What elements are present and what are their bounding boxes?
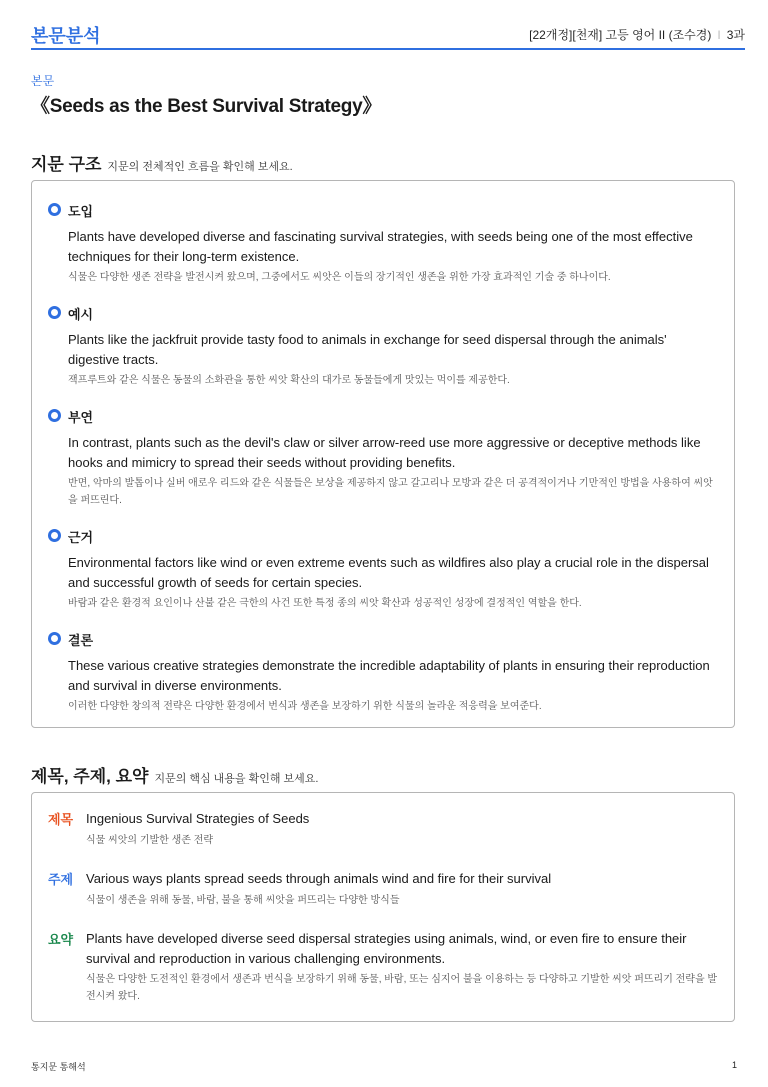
topic-korean: 식물이 생존을 위해 동물, 바람, 불을 통해 씨앗을 퍼뜨리는 다양한 방식들 xyxy=(86,894,400,906)
structure-item-korean: 이러한 다양한 창의적 전략은 다양한 환경에서 번식과 생존을 보장하기 위한 식물의 놀라운 적응력을 보여준다. xyxy=(68,701,542,712)
passage-title: 《Seeds as the Best Survival Strategy》 xyxy=(31,96,382,117)
structure-heading-text: 지문 구조 xyxy=(31,155,102,174)
summary-korean: 식물은 다양한 도전적인 환경에서 생존과 번식을 보장하기 위해 동물, 바람, 또는 심지어 불을 이용하는 등 다양하고 기발한 씨앗 퍼뜨리기 전략을 발전시켜 왔다. xyxy=(86,974,718,1002)
structure-item-english: In contrast, plants such as the devil's claw or silver arrow-reed use more aggressive or deceptive methods like hooks and mimicry to spread their seeds without providing benefits. xyxy=(68,435,701,470)
summary-hint: 지문의 핵심 내용을 확인해 보세요. xyxy=(154,773,319,785)
structure-item xyxy=(48,527,720,612)
structure-heading xyxy=(31,150,293,175)
structure-item-korean: 식물은 다양한 생존 전략을 발전시켜 왔으며, 그중에서도 씨앗은 이들의 장기적인 생존을 위한 가장 효과적인 기술 중 하나이다. xyxy=(68,272,611,283)
summary-box xyxy=(31,792,735,1022)
structure-item-english: Plants like the jackfruit provide tasty food to animals in exchange for seed dispersal through the animals' digestive tracts. xyxy=(68,332,667,367)
summary-row-topic xyxy=(48,869,720,909)
structure-item xyxy=(48,630,720,715)
bullet-icon xyxy=(48,632,61,645)
title-english: Ingenious Survival Strategies of Seeds xyxy=(86,811,310,826)
bullet-icon xyxy=(48,529,61,542)
bullet-icon xyxy=(48,306,61,319)
summary-heading-text: 제목, 주제, 요약 xyxy=(31,767,149,786)
structure-item-korean: 잭프루트와 같은 식물은 동물의 소화관을 통한 씨앗 확산의 대가로 동물들에게 맛있는 먹이를 제공한다. xyxy=(68,375,510,386)
structure-item-label: 예시 xyxy=(68,307,94,322)
topic-tag: 주제 xyxy=(48,872,74,887)
course-name: [22개정][천재] 고등 영어 II (조수경) xyxy=(529,28,712,42)
bullet-icon xyxy=(48,409,61,422)
page-number: 1 xyxy=(731,1060,737,1070)
summary-heading xyxy=(31,762,318,787)
footer-label: 통지문 통해석 xyxy=(31,1062,86,1072)
header-divider: I xyxy=(717,28,721,42)
structure-item-english: Environmental factors like wind or even extreme events such as wildfires also play a crucial role in the dispersal and successful growth of seeds for certain species. xyxy=(68,555,709,590)
structure-item-label: 근거 xyxy=(68,530,94,545)
structure-item-label: 부연 xyxy=(68,410,94,425)
structure-item xyxy=(48,304,720,389)
course-info xyxy=(529,26,745,43)
structure-item-label: 도입 xyxy=(68,204,94,219)
lesson-number: 3과 xyxy=(726,28,745,42)
brand-title: 본문분석 xyxy=(31,26,101,46)
summary-row-title xyxy=(48,809,720,849)
structure-item-label: 결론 xyxy=(68,633,94,648)
section-label: 본문 xyxy=(31,74,55,88)
title-tag: 제목 xyxy=(48,812,74,827)
summary-row-summary xyxy=(48,929,720,1005)
structure-item-korean: 바람과 같은 환경적 요인이나 산불 같은 극한의 사건 또한 특정 종의 씨앗 확산과 성공적인 성장에 결정적인 역할을 한다. xyxy=(68,598,582,609)
topic-english: Various ways plants spread seeds through animals wind and fire for their survival xyxy=(86,871,552,886)
summary-english: Plants have developed diverse seed dispersal strategies using animals, wind, or even fire to ensure their survival and reproduction in various challenging environments. xyxy=(86,931,687,966)
bullet-icon xyxy=(48,203,61,216)
structure-item-english: These various creative strategies demonstrate the incredible adaptability of plants in ensuring their reproduction and survival in diverse environments. xyxy=(68,658,710,693)
summary-tag: 요약 xyxy=(48,932,74,947)
structure-item xyxy=(48,201,720,286)
structure-hint: 지문의 전체적인 흐름을 확인해 보세요. xyxy=(107,161,293,173)
title-korean: 식물 씨앗의 기발한 생존 전략 xyxy=(86,834,214,846)
structure-item-english: Plants have developed diverse and fascinating survival strategies, with seeds being one of the most effective techniques for their long-term existence. xyxy=(68,229,693,264)
structure-box xyxy=(31,180,735,728)
structure-item xyxy=(48,407,720,509)
structure-item-korean: 반면, 악마의 발톱이나 실버 애로우 리드와 같은 식물들은 보상을 제공하지 않고 갈고리나 모방과 같은 더 공격적이거나 기만적인 방법을 사용하여 씨앗을 퍼뜨린다. xyxy=(68,478,713,506)
page-header xyxy=(31,18,745,50)
